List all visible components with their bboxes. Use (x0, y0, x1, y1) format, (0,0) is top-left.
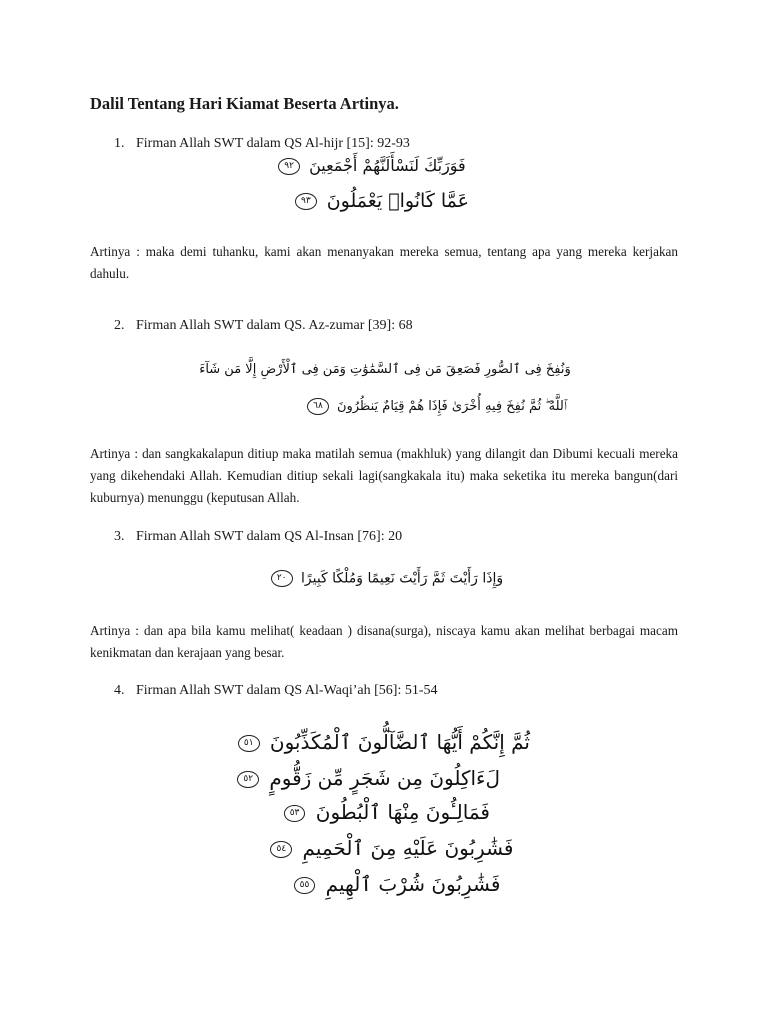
item-2-arabic-line-1 (190, 362, 580, 377)
arabic-text: ٱللَّهُ ۖ ثُمَّ نُفِخَ فِيهِ أُخْرَىٰ فَإِذَا هُمْ قِيَامٌ يَنظُرُونَ (336, 399, 567, 414)
document-title: Dalil Tentang Hari Kiamat Beserta Artinya. (90, 94, 399, 113)
item-3-arabic-line-1 (230, 570, 540, 587)
item-4-arabic-line-5 (270, 872, 520, 896)
item-2-heading (114, 318, 413, 334)
item-1-arabic-line-1 (200, 156, 540, 175)
verse-number-icon: ٥٢ (237, 771, 259, 788)
arabic-text: وَنُفِخَ فِى ٱلصُّورِ فَصَعِقَ مَن فِى ٱلسَّمَٰوَٰتِ وَمَن فِى ٱلْأَرْضِ إِلَّا مَن شَآءَ (199, 362, 571, 377)
item-2-heading-text: Firman Allah SWT dalam QS. Az-zumar [39]: 68 (136, 318, 413, 333)
item-1-number: 1. (114, 136, 125, 151)
item-1-heading (114, 136, 410, 152)
item-2-number: 2. (114, 318, 125, 333)
arabic-text: فَشَٰرِبُونَ عَلَيْهِ مِنَ ٱلْحَمِيمِ (302, 836, 514, 860)
item-4-arabic-line-2 (243, 766, 500, 790)
item-2-translation: Artinya : dan sangkakalapun ditiup maka matilah semua (makhluk) yang dilangit dan Dibumi kecuali mereka yang dikehendaki Allah. Kemudian ditiup sekali lagi(sangkakala itu) maka seketika itu mereka bangun(dari kuburnya) menunggu (keputusan Allah. (90, 446, 678, 505)
verse-number-icon: ٥١ (238, 735, 260, 752)
item-3-heading-text: Firman Allah SWT dalam QS Al-Insan [76]: 20 (136, 529, 403, 544)
arabic-text: عَمَّا كَانُوا۟ يَعْمَلُونَ (326, 190, 470, 212)
item-1-arabic-line-2 (290, 190, 470, 212)
item-4-arabic-line-4 (255, 836, 525, 860)
verse-number-icon: ٥٣ (284, 805, 306, 822)
arabic-text: فَوَرَبِّكَ لَنَسْأَلَنَّهُمْ أَجْمَعِينَ (309, 156, 466, 175)
item-2-arabic-line-2 (285, 398, 585, 415)
arabic-text: فَشَٰرِبُونَ شُرْبَ ٱلْهِيمِ (325, 872, 501, 896)
item-4-heading-text: Firman Allah SWT dalam QS Al-Waqi’ah [56]: 51-54 (136, 683, 438, 698)
item-1-heading-text: Firman Allah SWT dalam QS Al-hijr [15]: 92-93 (136, 136, 410, 151)
item-4-arabic-line-3 (290, 800, 490, 824)
item-4-number: 4. (114, 683, 125, 698)
verse-number-icon: ٦٨ (307, 398, 329, 415)
verse-number-icon: ٩٢ (278, 158, 300, 175)
verse-number-icon: ٢٠ (271, 570, 293, 587)
arabic-text: لَءَاكِلُونَ مِن شَجَرٍ مِّن زَقُّومٍ (269, 766, 500, 790)
arabic-text: ثُمَّ إِنَّكُمْ أَيُّهَا ٱلضَّآلُّونَ ٱلْمُكَذِّبُونَ (269, 730, 530, 754)
item-3-number: 3. (114, 529, 125, 544)
item-1-translation: Artinya : maka demi tuhanku, kami akan menanyakan mereka semua, tentang apa yang mereka kerjakan dahulu. (90, 244, 678, 281)
item-4-arabic-line-1 (243, 730, 530, 754)
item-3-heading (114, 529, 402, 545)
arabic-text: وَإِذَا رَأَيْتَ ثَمَّ رَأَيْتَ نَعِيمًا وَمُلْكًا كَبِيرًا (300, 570, 504, 587)
arabic-text: فَمَالِـُٔونَ مِنْهَا ٱلْبُطُونَ (315, 800, 490, 824)
verse-number-icon: ٩٣ (295, 193, 317, 210)
item-4-heading (114, 683, 438, 699)
item-3-translation: Artinya : dan apa bila kamu melihat( keadaan ) disana(surga), niscaya kamu akan melihat berbagai macam kenikmatan dan kerajaan yang besar. (90, 623, 678, 660)
verse-number-icon: ٥٤ (270, 841, 292, 858)
verse-number-icon: ٥٥ (294, 877, 316, 894)
